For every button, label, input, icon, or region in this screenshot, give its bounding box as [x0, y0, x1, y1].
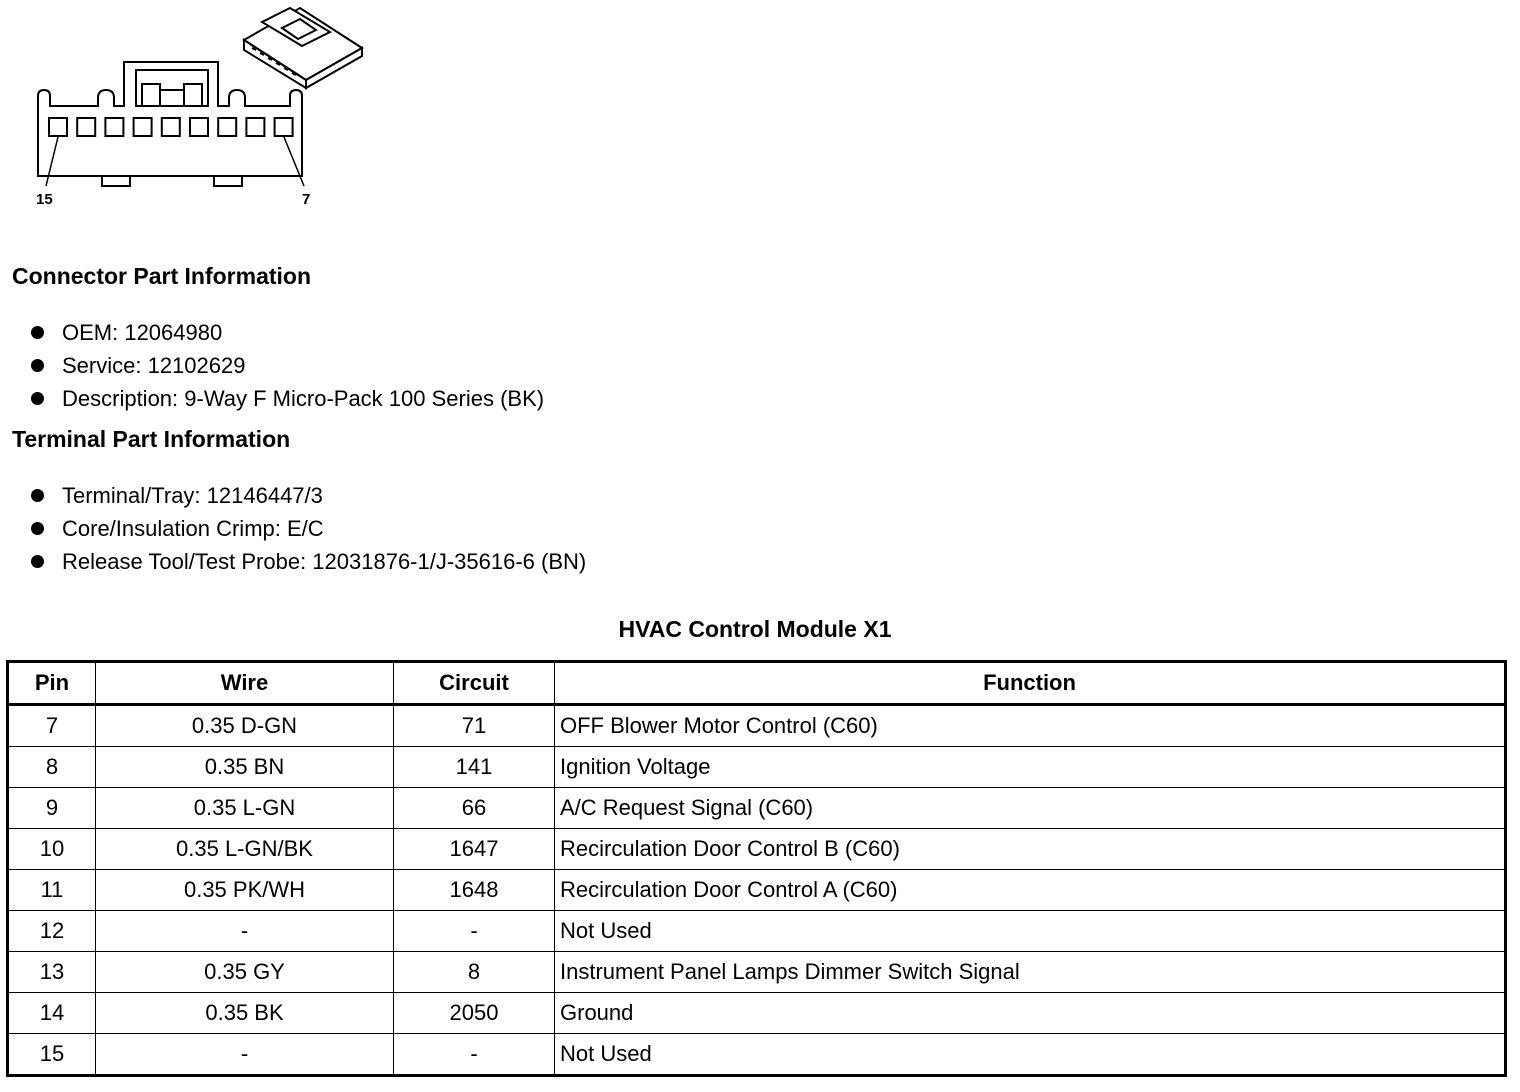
cell-pin: 14 — [8, 993, 96, 1034]
cell-function: A/C Request Signal (C60) — [555, 788, 1506, 829]
cell-pin: 7 — [8, 705, 96, 747]
header-function: Function — [555, 662, 1506, 705]
list-item: Description: 9-Way F Micro-Pack 100 Series (BK) — [28, 382, 544, 415]
table-row — [8, 747, 1506, 788]
pin-cavity — [190, 118, 208, 136]
cell-pin: 12 — [8, 911, 96, 952]
cell-wire: 0.35 L-GN — [96, 788, 394, 829]
cell-circuit: 141 — [394, 747, 555, 788]
table-title: HVAC Control Module X1 — [618, 616, 892, 642]
cell-circuit: - — [394, 1034, 555, 1076]
cell-circuit: 71 — [394, 705, 555, 747]
cell-function: Recirculation Door Control B (C60) — [555, 829, 1506, 870]
cell-pin: 10 — [8, 829, 96, 870]
table-row — [8, 788, 1506, 829]
pin-cavity — [134, 118, 152, 136]
table-row — [8, 952, 1506, 993]
table-row — [8, 911, 1506, 952]
pin-cavity — [105, 118, 123, 136]
connector-diagram — [0, 0, 380, 215]
cell-wire: 0.35 PK/WH — [96, 870, 394, 911]
cell-pin: 15 — [8, 1034, 96, 1076]
pin-label-15: 15 — [36, 191, 53, 208]
cell-function: Not Used — [555, 911, 1506, 952]
cell-pin: 9 — [8, 788, 96, 829]
cell-circuit: 8 — [394, 952, 555, 993]
terminal-part-info-title: Terminal Part Information — [12, 426, 291, 452]
table-row — [8, 870, 1506, 911]
list-item: Service: 12102629 — [28, 349, 544, 382]
table-row — [8, 829, 1506, 870]
pin-cavity — [275, 118, 293, 136]
cell-circuit: 1647 — [394, 829, 555, 870]
cell-wire: 0.35 BN — [96, 747, 394, 788]
cell-wire: 0.35 D-GN — [96, 705, 394, 747]
cell-wire: 0.35 BK — [96, 993, 394, 1034]
cell-function: Recirculation Door Control A (C60) — [555, 870, 1506, 911]
table-row — [8, 1034, 1506, 1076]
pin-cavity — [49, 118, 67, 136]
cell-function: Not Used — [555, 1034, 1506, 1076]
cell-pin: 11 — [8, 870, 96, 911]
cell-circuit: - — [394, 911, 555, 952]
cell-function: Ignition Voltage — [555, 747, 1506, 788]
pin-cavity — [218, 118, 236, 136]
header-wire: Wire — [96, 662, 394, 705]
cell-pin: 8 — [8, 747, 96, 788]
connector-part-info-title: Connector Part Information — [12, 263, 312, 289]
pin-cavity — [162, 118, 180, 136]
table-row — [8, 705, 1506, 747]
connector-isometric-view — [244, 8, 362, 88]
list-item: OEM: 12064980 — [28, 316, 544, 349]
list-item: Core/Insulation Crimp: E/C — [28, 512, 586, 545]
cell-function: OFF Blower Motor Control (C60) — [555, 705, 1506, 747]
pin-label-7: 7 — [302, 191, 311, 208]
pin-cavities — [49, 118, 293, 136]
table-header-row — [8, 662, 1506, 705]
cell-function: Ground — [555, 993, 1506, 1034]
connector-front-view — [38, 62, 304, 186]
terminal-part-info-list — [28, 479, 586, 578]
cell-circuit: 1648 — [394, 870, 555, 911]
cell-wire: - — [96, 1034, 394, 1076]
header-circuit: Circuit — [394, 662, 555, 705]
cell-wire: 0.35 GY — [96, 952, 394, 993]
header-pin: Pin — [8, 662, 96, 705]
list-item: Terminal/Tray: 12146447/3 — [28, 479, 586, 512]
pinout-table — [6, 660, 1507, 1077]
cell-pin: 13 — [8, 952, 96, 993]
table-row — [8, 993, 1506, 1034]
cell-function: Instrument Panel Lamps Dimmer Switch Signal — [555, 952, 1506, 993]
cell-circuit: 2050 — [394, 993, 555, 1034]
cell-wire: 0.35 L-GN/BK — [96, 829, 394, 870]
cell-wire: - — [96, 911, 394, 952]
pin-cavity — [246, 118, 264, 136]
list-item: Release Tool/Test Probe: 12031876-1/J-35616-6 (BN) — [28, 545, 586, 578]
pin-cavity — [77, 118, 95, 136]
connector-part-info-list — [28, 316, 544, 415]
cell-circuit: 66 — [394, 788, 555, 829]
